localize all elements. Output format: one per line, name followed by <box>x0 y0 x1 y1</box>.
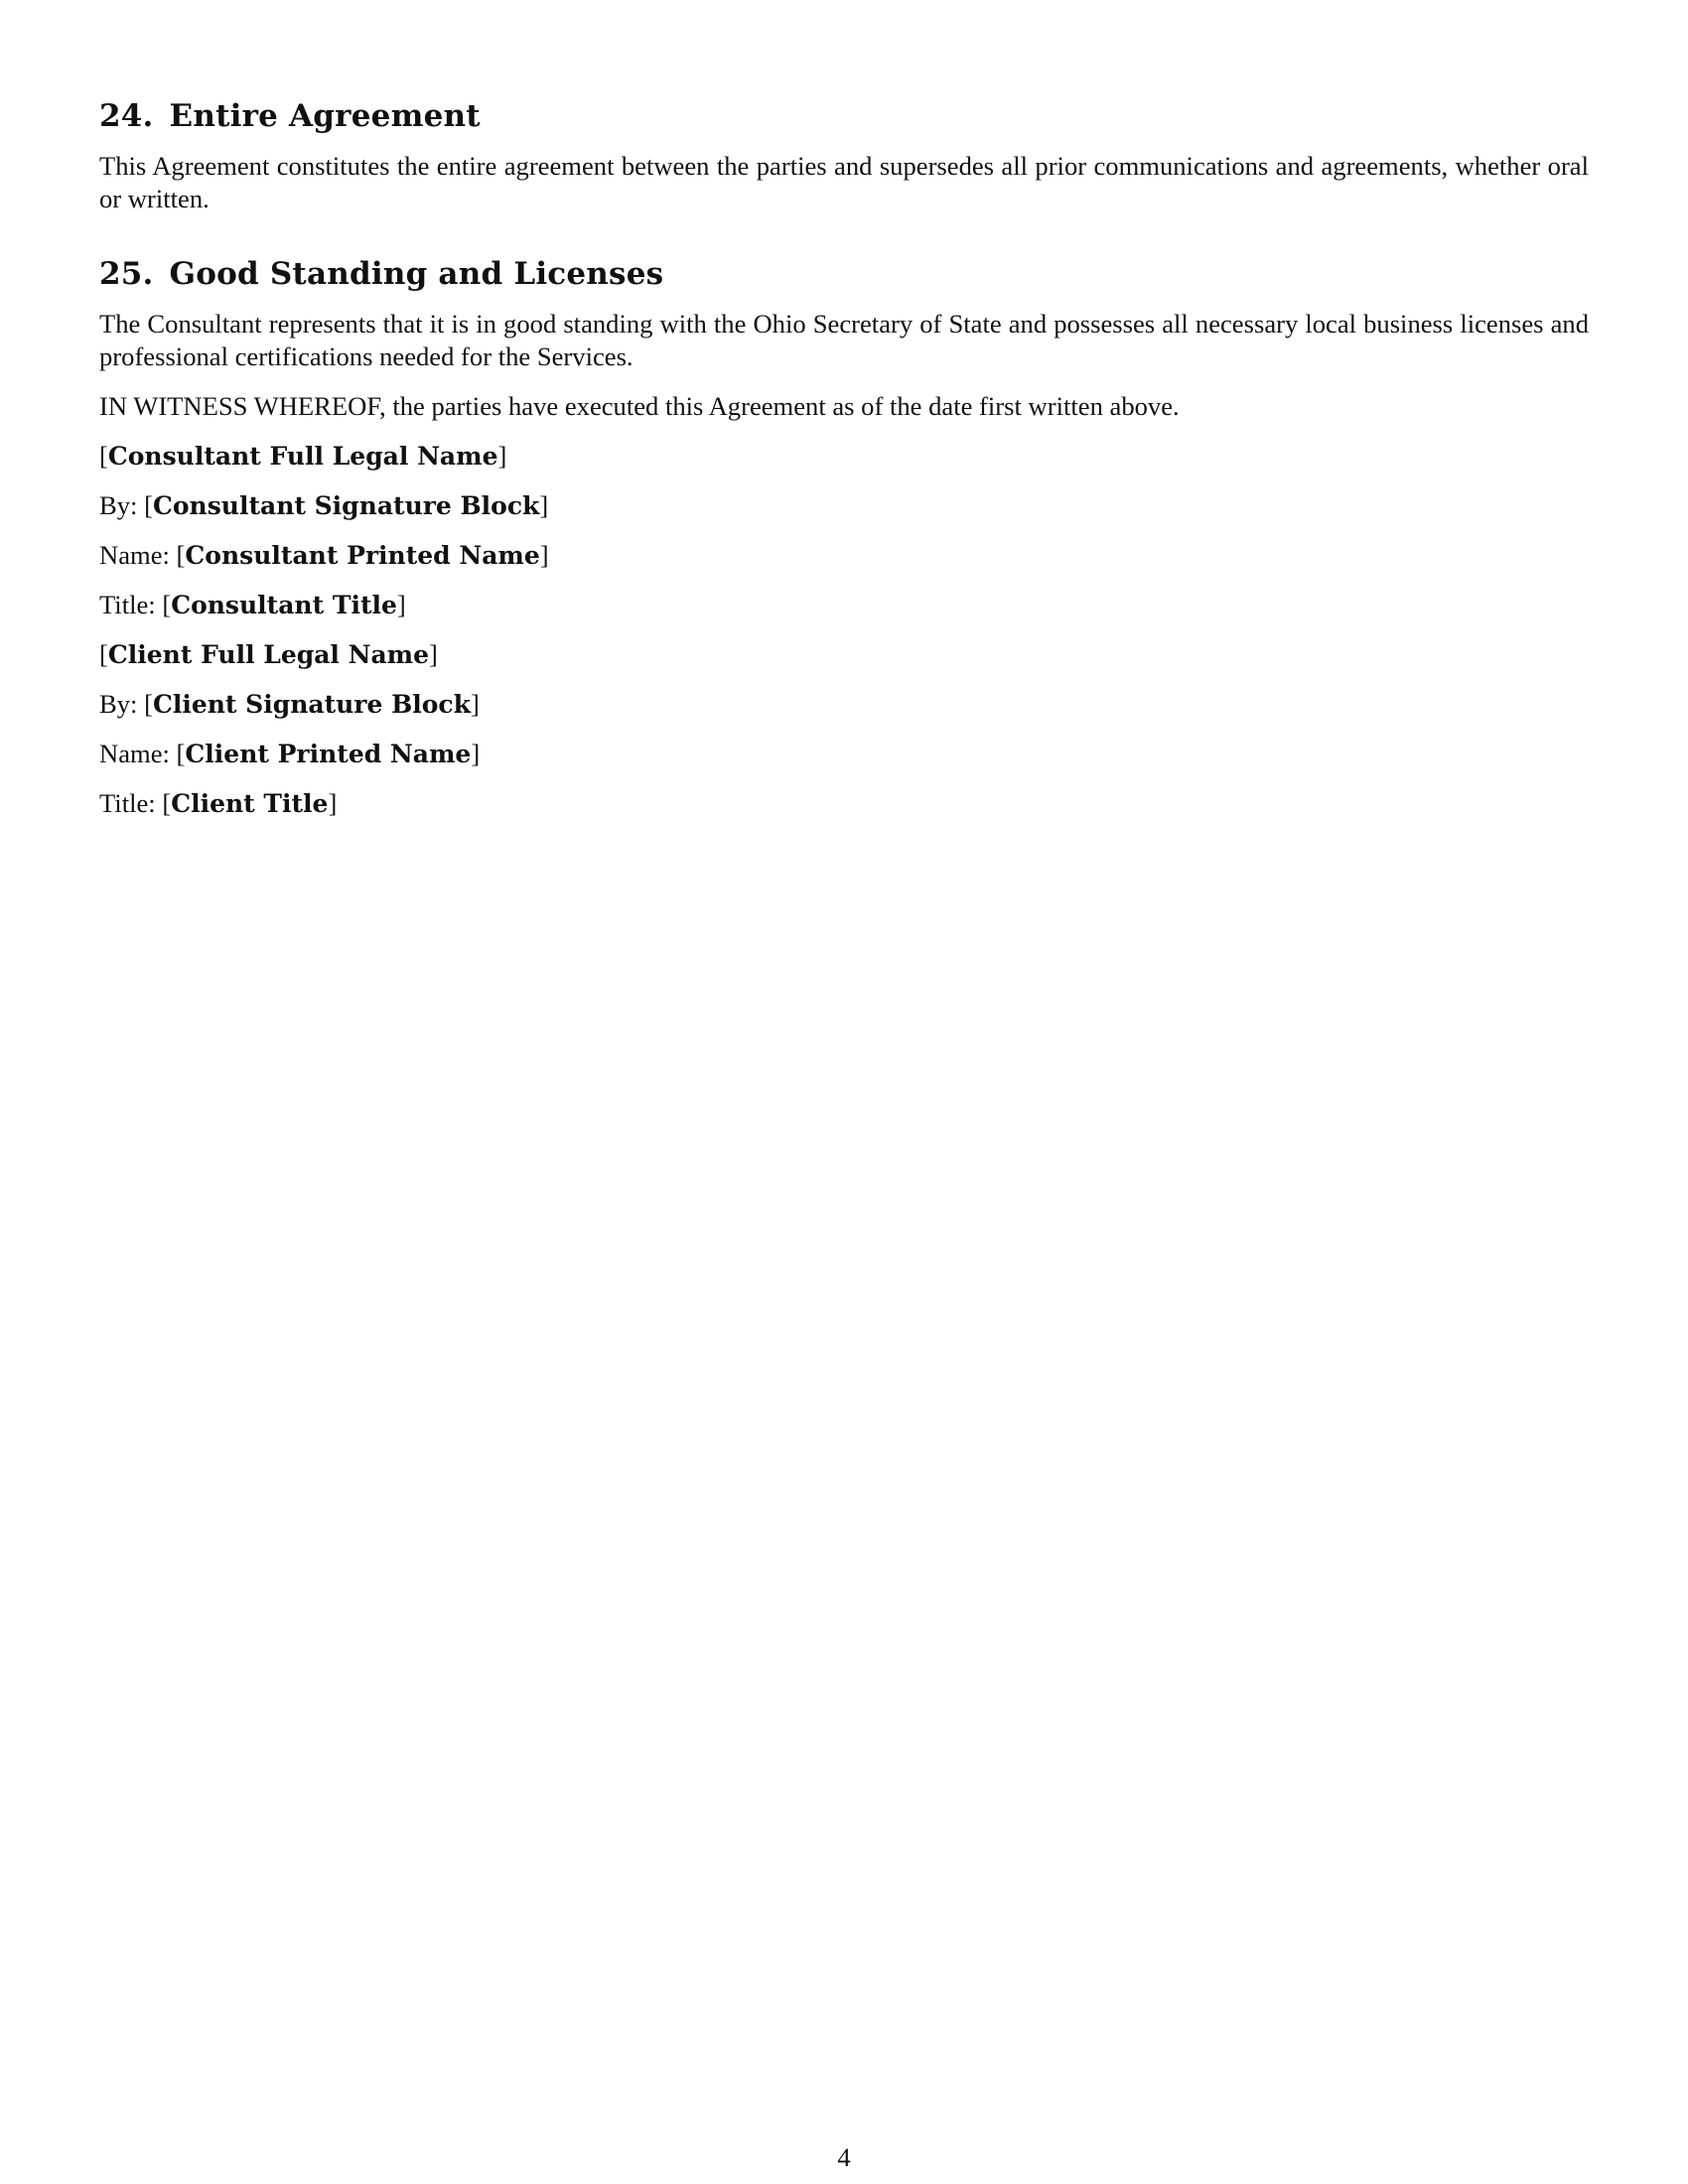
consultant-printed-name: Consultant Printed Name <box>185 541 540 570</box>
client-signature-placeholder: Client Signature Block <box>152 690 471 719</box>
section-heading <box>99 94 1589 138</box>
section-title: Entire Agreement <box>169 98 481 134</box>
consultant-signature-block <box>99 440 1589 621</box>
consultant-title: Consultant Title <box>171 591 397 619</box>
section-good-standing <box>99 252 1589 373</box>
client-title-line: Title: [Client Title] <box>99 788 338 818</box>
section-paragraph: This Agreement constitutes the entire agreement between the parties and supersedes all prior communications and agreements, whether oral or written. <box>99 151 1589 213</box>
client-title: Client Title <box>171 789 329 818</box>
by-label: By: <box>99 689 138 719</box>
section-paragraph: The Consultant represents that it is in good standing with the Ohio Secretary of State and possesses all necessary local business licenses and professional certifications needed for the Services. <box>99 309 1589 371</box>
consultant-by-line: By: [Consultant Signature Block] <box>99 490 549 520</box>
title-label: Title: <box>99 788 156 818</box>
document-page <box>99 94 1589 820</box>
title-label: Title: <box>99 590 156 619</box>
client-signature-block <box>99 638 1589 820</box>
consultant-signature-placeholder: Consultant Signature Block <box>152 491 540 520</box>
client-by-line: By: [Client Signature Block] <box>99 689 480 719</box>
consultant-title-line: Title: [Consultant Title] <box>99 590 406 619</box>
client-printed-name: Client Printed Name <box>185 740 472 768</box>
client-legal-name: Client Full Legal Name <box>107 640 430 669</box>
client-legal-name-line: [Client Full Legal Name] <box>99 639 438 669</box>
consultant-name-line: Name: [Consultant Printed Name] <box>99 540 549 570</box>
section-title: Good Standing and Licenses <box>169 256 664 292</box>
name-label: Name: <box>99 739 170 768</box>
section-heading <box>99 252 1589 296</box>
section-number: 24. <box>99 98 154 134</box>
consultant-legal-name-line: [Consultant Full Legal Name] <box>99 441 507 471</box>
consultant-legal-name: Consultant Full Legal Name <box>107 442 498 471</box>
section-entire-agreement <box>99 94 1589 215</box>
section-number: 25. <box>99 256 154 292</box>
witness-statement: IN WITNESS WHEREOF, the parties have executed this Agreement as of the date first written above. <box>99 391 1180 421</box>
page-number: 4 <box>837 2142 851 2172</box>
by-label: By: <box>99 490 138 520</box>
client-name-line: Name: [Client Printed Name] <box>99 739 481 768</box>
name-label: Name: <box>99 540 170 570</box>
